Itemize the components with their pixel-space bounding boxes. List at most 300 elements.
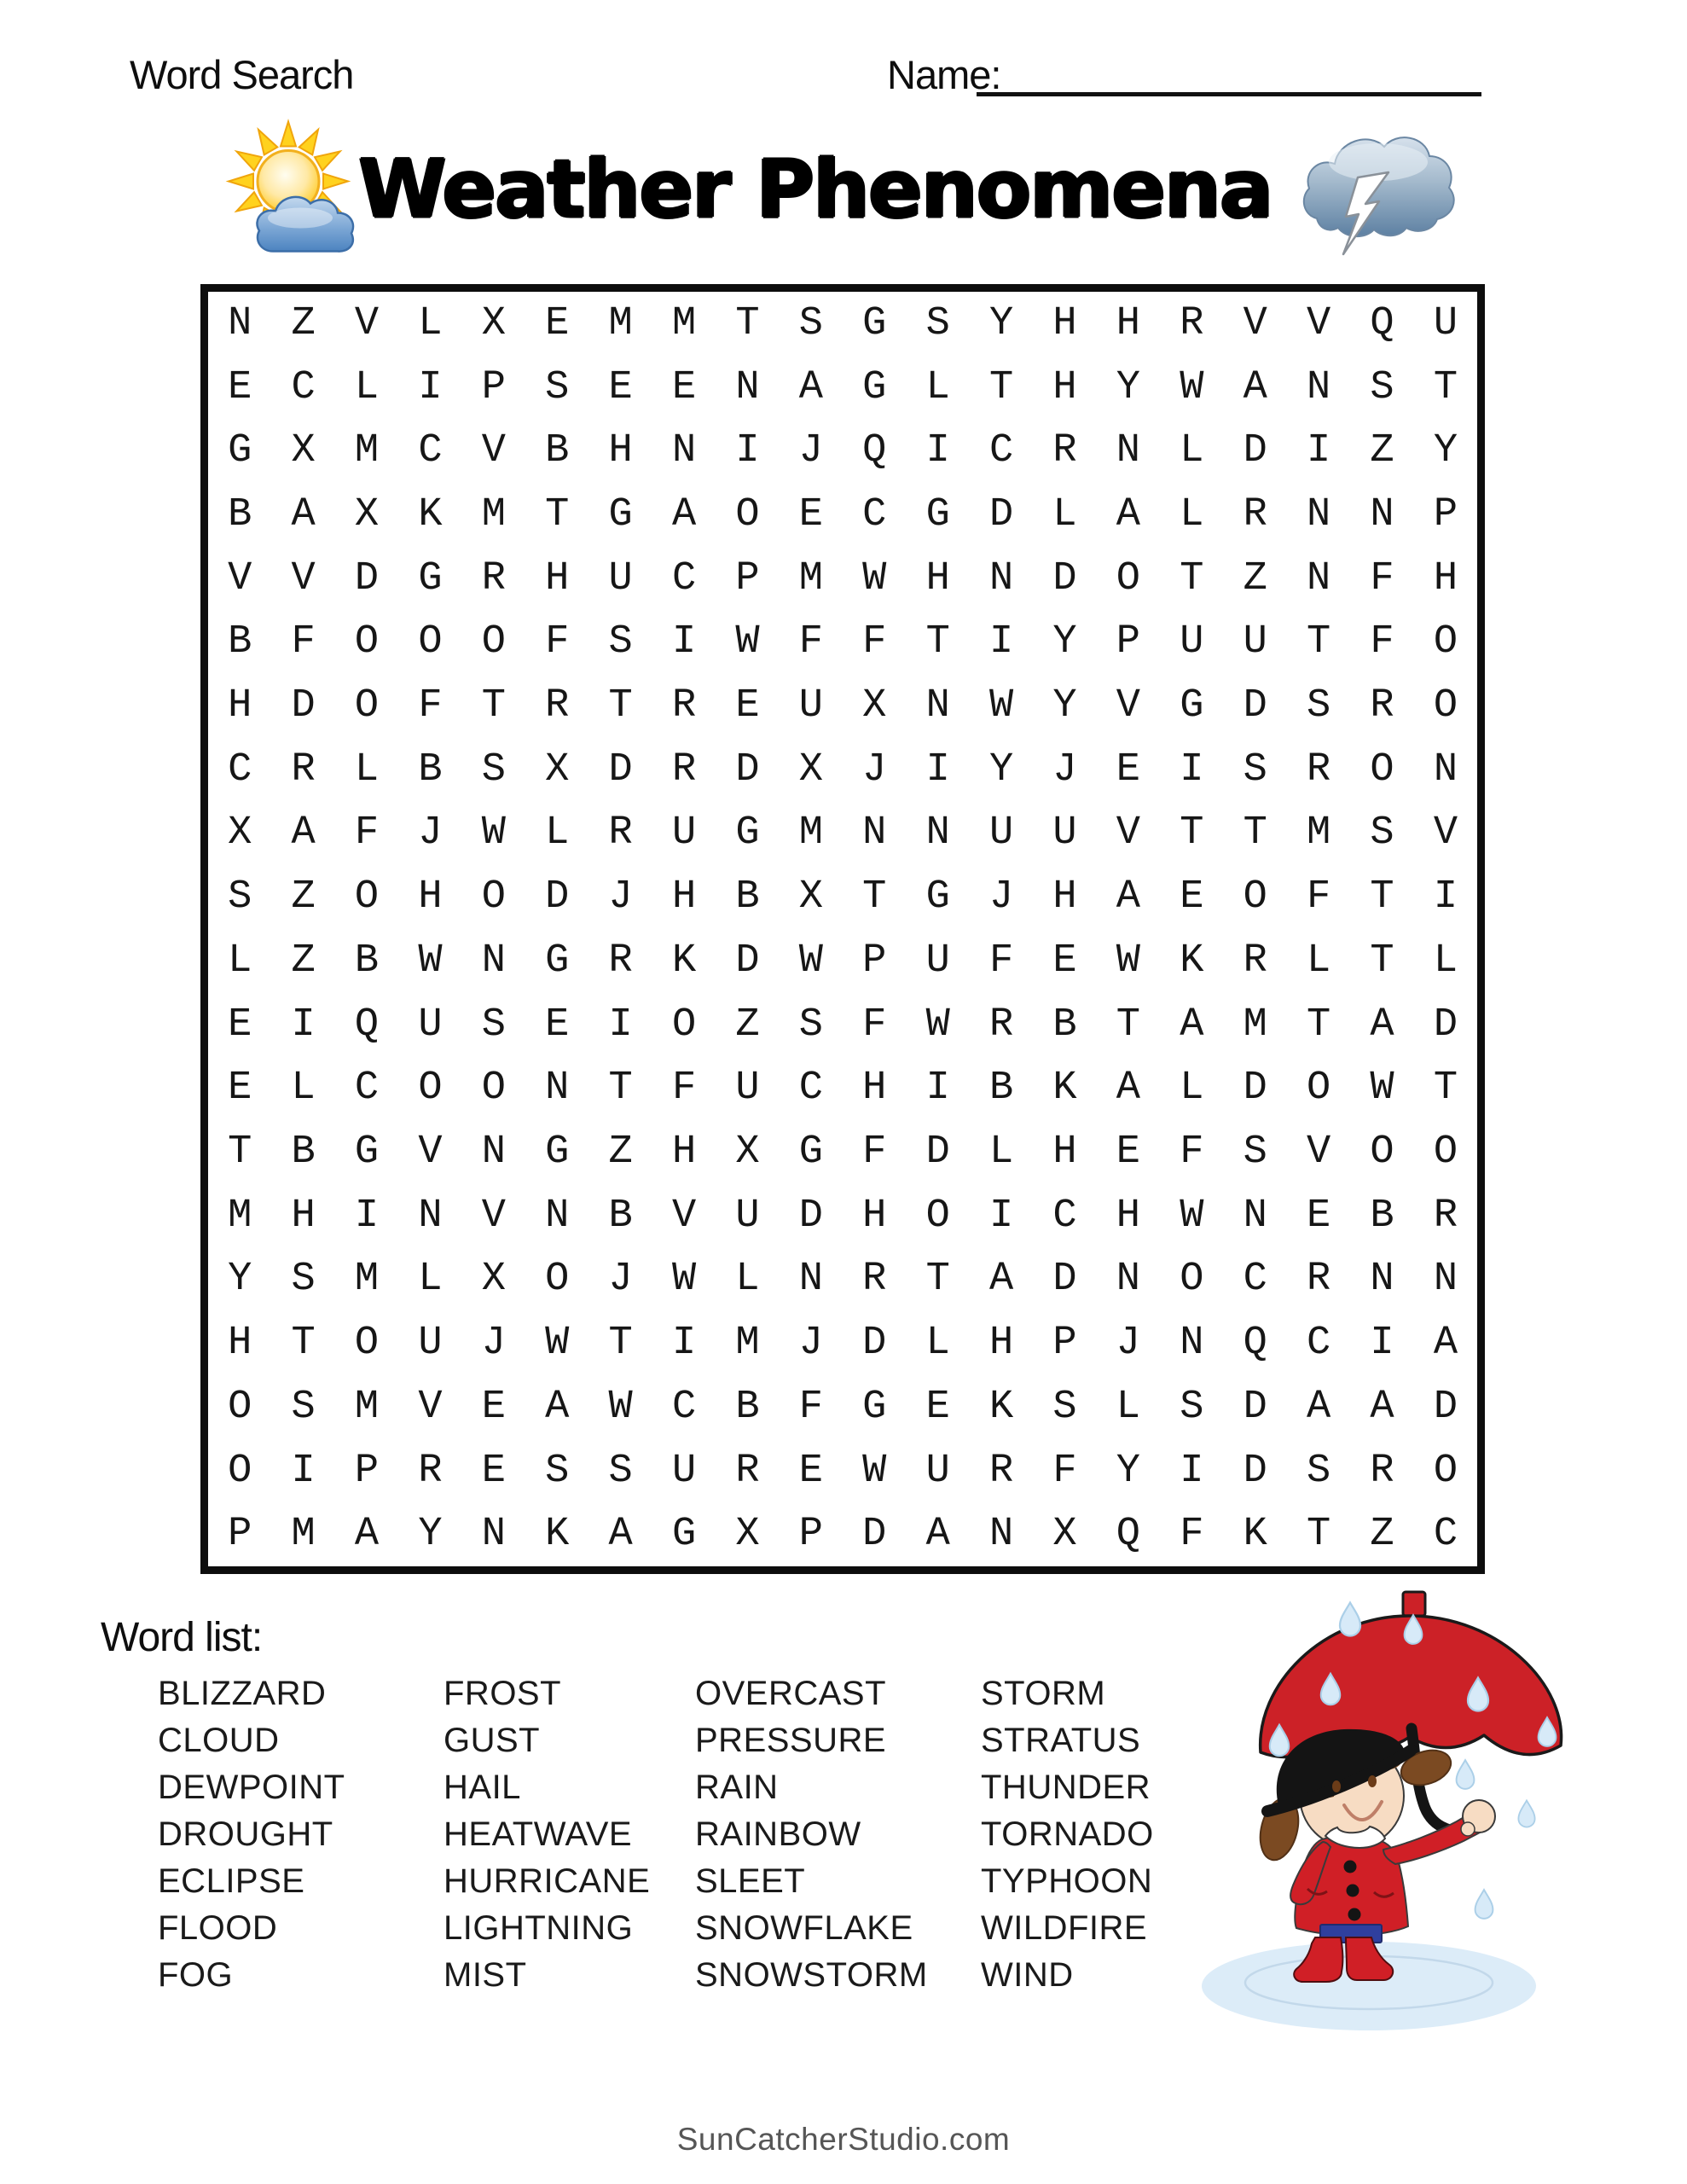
grid-cell: Y xyxy=(418,1512,443,1558)
grid-cell: R xyxy=(1307,1257,1331,1303)
grid-cell: D xyxy=(1243,1066,1267,1112)
grid-cell: X xyxy=(481,1257,506,1303)
word-list-column-2 xyxy=(443,1670,650,1999)
grid-cell: I xyxy=(988,1193,1014,1239)
grid-cell: E xyxy=(545,300,570,346)
grid-cell: D xyxy=(1243,1384,1267,1430)
grid-cell: N xyxy=(925,810,950,857)
grid-cell: H xyxy=(671,1129,697,1175)
grid-cell: J xyxy=(798,1321,823,1367)
grid-cell: H xyxy=(988,1321,1014,1367)
grid-cell: N xyxy=(988,555,1014,601)
grid-cell: E xyxy=(1180,874,1204,921)
grid-cell: F xyxy=(1180,1512,1204,1558)
grid-cell: L xyxy=(1052,491,1077,537)
word-list-item: BLIZZARD xyxy=(158,1675,327,1712)
grid-cell: C xyxy=(1307,1321,1331,1367)
grid-cell: J xyxy=(608,874,633,921)
grid-cell: I xyxy=(925,746,950,793)
grid-cell: S xyxy=(291,1257,316,1303)
grid-cell: L xyxy=(1307,938,1331,984)
grid-cell: J xyxy=(608,1257,633,1303)
grid-cell: L xyxy=(545,810,570,857)
grid-cell: T xyxy=(1307,1512,1331,1558)
grid-cell: V xyxy=(1116,683,1140,729)
grid-cell: L xyxy=(1180,491,1204,537)
grid-cell: M xyxy=(291,1512,316,1558)
grid-cell: T xyxy=(988,364,1014,410)
grid-cell: A xyxy=(1180,1002,1204,1048)
grid-cell: C xyxy=(671,1384,697,1430)
grid-cell: X xyxy=(228,810,252,857)
grid-cell: E xyxy=(798,1448,823,1494)
grid-cell: M xyxy=(798,555,823,601)
grid-cell: I xyxy=(988,619,1014,665)
grid-cell: M xyxy=(608,300,633,346)
grid-cell: T xyxy=(481,683,506,729)
grid-cell: X xyxy=(354,491,380,537)
grid-cell: M xyxy=(481,491,506,537)
grid-cell: G xyxy=(862,300,887,346)
grid-cell: A xyxy=(545,1384,570,1430)
grid-cell: K xyxy=(1180,938,1204,984)
grid-cell: D xyxy=(735,746,760,793)
grid-cell: M xyxy=(1307,810,1331,857)
grid-cell: U xyxy=(798,683,823,729)
grid-cell: W xyxy=(1370,1066,1394,1112)
grid-cell: E xyxy=(1116,746,1140,793)
grid-cell: C xyxy=(1243,1257,1267,1303)
grid-cell: F xyxy=(862,1002,887,1048)
name-label: Name: xyxy=(887,52,1001,97)
grid-cell: K xyxy=(988,1384,1014,1430)
grid-cell: U xyxy=(925,938,950,984)
grid-cell: G xyxy=(608,491,633,537)
grid-cell: N xyxy=(1307,555,1331,601)
grid-cell: H xyxy=(671,874,697,921)
grid-cell: X xyxy=(798,746,823,793)
grid-cell: W xyxy=(1116,938,1140,984)
grid-row xyxy=(208,1502,1477,1566)
grid-cell: H xyxy=(228,683,252,729)
grid-cell: N xyxy=(1307,491,1331,537)
grid-cell: O xyxy=(418,619,443,665)
grid-cell: Y xyxy=(988,746,1014,793)
word-list-item: STRATUS xyxy=(981,1722,1141,1759)
grid-cell: I xyxy=(671,1321,697,1367)
word-list-item: TYPHOON xyxy=(981,1862,1153,1900)
grid-cell: A xyxy=(1116,491,1140,537)
word-list-item: GUST xyxy=(443,1722,541,1759)
grid-cell: T xyxy=(1433,364,1458,410)
grid-cell: B xyxy=(735,1384,760,1430)
grid-cell: F xyxy=(862,1129,887,1175)
grid-cell: K xyxy=(671,938,697,984)
grid-cell: D xyxy=(1243,428,1267,474)
grid-cell: R xyxy=(608,938,633,984)
grid-cell: G xyxy=(228,428,252,474)
grid-cell: W xyxy=(925,1002,950,1048)
grid-cell: H xyxy=(1052,364,1077,410)
grid-cell: N xyxy=(1433,1257,1458,1303)
word-list-item: MIST xyxy=(443,1956,527,1994)
grid-row xyxy=(208,1248,1477,1312)
grid-cell: N xyxy=(1370,491,1394,537)
grid-cell: N xyxy=(481,1129,506,1175)
grid-cell: N xyxy=(671,428,697,474)
grid-cell: L xyxy=(1180,1066,1204,1112)
grid-cell: B xyxy=(418,746,443,793)
grid-cell: N xyxy=(481,1512,506,1558)
grid-row xyxy=(208,419,1477,483)
grid-cell: U xyxy=(418,1321,443,1367)
grid-cell: I xyxy=(418,364,443,410)
grid-cell: A xyxy=(1307,1384,1331,1430)
grid-cell: Y xyxy=(1433,428,1458,474)
grid-cell: K xyxy=(418,491,443,537)
word-list-item: FROST xyxy=(443,1675,562,1712)
grid-cell: A xyxy=(608,1512,633,1558)
grid-cell: Y xyxy=(1052,619,1077,665)
grid-cell: E xyxy=(735,683,760,729)
grid-cell: D xyxy=(608,746,633,793)
grid-cell: V xyxy=(418,1384,443,1430)
grid-cell: T xyxy=(608,683,633,729)
grid-cell: I xyxy=(1433,874,1458,921)
grid-cell: L xyxy=(291,1066,316,1112)
sun-cloud-icon xyxy=(212,118,365,261)
grid-cell: H xyxy=(1052,1129,1077,1175)
grid-cell: B xyxy=(228,619,252,665)
word-list-item: CLOUD xyxy=(158,1722,280,1759)
grid-cell: H xyxy=(228,1321,252,1367)
grid-cell: I xyxy=(1180,746,1204,793)
grid-cell: H xyxy=(291,1193,316,1239)
grid-cell: R xyxy=(291,746,316,793)
grid-cell: H xyxy=(1433,555,1458,601)
grid-cell: J xyxy=(862,746,887,793)
grid-cell: X xyxy=(1052,1512,1077,1558)
grid-cell: X xyxy=(481,300,506,346)
grid-cell: U xyxy=(671,810,697,857)
grid-cell: R xyxy=(545,683,570,729)
word-list-item: STORM xyxy=(981,1675,1106,1712)
grid-cell: O xyxy=(671,1002,697,1048)
grid-cell: N xyxy=(925,683,950,729)
grid-cell: A xyxy=(1370,1384,1394,1430)
grid-cell: D xyxy=(291,683,316,729)
grid-cell: U xyxy=(988,810,1014,857)
grid-cell: Q xyxy=(354,1002,380,1048)
grid-cell: H xyxy=(925,555,950,601)
grid-cell: R xyxy=(481,555,506,601)
grid-cell: Z xyxy=(291,874,316,921)
grid-cell: A xyxy=(798,364,823,410)
grid-cell: U xyxy=(1243,619,1267,665)
grid-cell: P xyxy=(1052,1321,1077,1367)
grid-cell: W xyxy=(735,619,760,665)
grid-cell: V xyxy=(418,1129,443,1175)
grid-cell: T xyxy=(1433,1066,1458,1112)
grid-cell: Z xyxy=(291,300,316,346)
grid-cell: F xyxy=(798,619,823,665)
grid-cell: A xyxy=(354,1512,380,1558)
grid-cell: M xyxy=(354,428,380,474)
grid-cell: D xyxy=(1052,555,1077,601)
grid-cell: A xyxy=(925,1512,950,1558)
grid-cell: C xyxy=(988,428,1014,474)
grid-cell: S xyxy=(798,300,823,346)
grid-cell: B xyxy=(228,491,252,537)
grid-cell: R xyxy=(862,1257,887,1303)
doc-type-label: Word Search xyxy=(130,52,354,97)
grid-cell: F xyxy=(1370,619,1394,665)
grid-cell: B xyxy=(1052,1002,1077,1048)
grid-cell: R xyxy=(988,1448,1014,1494)
word-list-item: FLOOD xyxy=(158,1909,278,1947)
grid-cell: O xyxy=(1180,1257,1204,1303)
grid-cell: K xyxy=(1052,1066,1077,1112)
grid-cell: W xyxy=(671,1257,697,1303)
grid-cell: S xyxy=(608,619,633,665)
grid-cell: Z xyxy=(1370,428,1394,474)
grid-cell: T xyxy=(735,300,760,346)
grid-row xyxy=(208,929,1477,993)
grid-cell: I xyxy=(608,1002,633,1048)
grid-cell: G xyxy=(735,810,760,857)
word-list-column-4 xyxy=(981,1670,1154,1999)
grid-cell: N xyxy=(1180,1321,1204,1367)
puzzle-title: Weather Phenomena xyxy=(358,143,1272,236)
grid-cell: T xyxy=(1307,1002,1331,1048)
footer-site: SunCatcherStudio.com xyxy=(676,2122,1011,2157)
grid-cell: F xyxy=(1052,1448,1077,1494)
word-list-item: PRESSURE xyxy=(695,1722,887,1759)
grid-cell: T xyxy=(1370,874,1394,921)
grid-cell: J xyxy=(798,428,823,474)
grid-cell: A xyxy=(988,1257,1014,1303)
grid-cell: R xyxy=(1052,428,1077,474)
grid-cell: R xyxy=(735,1448,760,1494)
grid-row xyxy=(208,611,1477,675)
grid-cell: L xyxy=(925,1321,950,1367)
grid-cell: S xyxy=(545,364,570,410)
grid-cell: Y xyxy=(228,1257,252,1303)
grid-cell: E xyxy=(1307,1193,1331,1239)
grid-cell: D xyxy=(925,1129,950,1175)
grid-cell: S xyxy=(925,300,950,346)
grid-cell: O xyxy=(354,683,380,729)
grid-cell: G xyxy=(925,874,950,921)
grid-row xyxy=(208,547,1477,611)
grid-cell: N xyxy=(798,1257,823,1303)
grid-cell: Q xyxy=(1370,300,1394,346)
grid-cell: Z xyxy=(1243,555,1267,601)
grid-cell: C xyxy=(354,1066,380,1112)
grid-cell: C xyxy=(798,1066,823,1112)
grid-cell: R xyxy=(1180,300,1204,346)
grid-cell: R xyxy=(1243,938,1267,984)
grid-cell: O xyxy=(228,1384,252,1430)
grid-cell: R xyxy=(1370,1448,1394,1494)
grid-cell: Z xyxy=(735,1002,760,1048)
grid-cell: T xyxy=(291,1321,316,1367)
grid-cell: B xyxy=(608,1193,633,1239)
grid-cell: B xyxy=(291,1129,316,1175)
word-list-item: SLEET xyxy=(695,1862,806,1900)
grid-cell: G xyxy=(545,938,570,984)
word-grid xyxy=(200,284,1485,1574)
grid-cell: R xyxy=(418,1448,443,1494)
grid-cell: O xyxy=(1433,1129,1458,1175)
grid-cell: S xyxy=(228,874,252,921)
grid-cell: L xyxy=(925,364,950,410)
grid-cell: G xyxy=(671,1512,697,1558)
grid-cell: A xyxy=(1116,874,1140,921)
word-list-item: WILDFIRE xyxy=(981,1909,1148,1947)
grid-cell: O xyxy=(1370,746,1394,793)
grid-cell: L xyxy=(228,938,252,984)
grid-cell: P xyxy=(228,1512,252,1558)
grid-cell: M xyxy=(354,1257,380,1303)
grid-cell: O xyxy=(481,1066,506,1112)
grid-cell: X xyxy=(862,683,887,729)
grid-cell: L xyxy=(418,300,443,346)
grid-cell: A xyxy=(291,491,316,537)
grid-cell: V xyxy=(228,555,252,601)
grid-cell: D xyxy=(862,1512,887,1558)
word-list-label: Word list: xyxy=(101,1615,263,1660)
grid-row xyxy=(208,1056,1477,1120)
grid-cell: W xyxy=(1180,1193,1204,1239)
word-list-column-1 xyxy=(158,1670,345,1999)
grid-cell: N xyxy=(1116,428,1140,474)
grid-cell: N xyxy=(418,1193,443,1239)
grid-cell: O xyxy=(1433,1448,1458,1494)
grid-cell: I xyxy=(925,428,950,474)
grid-cell: J xyxy=(481,1321,506,1367)
grid-cell: O xyxy=(545,1257,570,1303)
grid-row xyxy=(208,993,1477,1057)
grid-cell: D xyxy=(1243,1448,1267,1494)
grid-cell: S xyxy=(1370,364,1394,410)
grid-cell: W xyxy=(862,555,887,601)
grid-cell: J xyxy=(1116,1321,1140,1367)
grid-cell: U xyxy=(608,555,633,601)
grid-cell: E xyxy=(228,1002,252,1048)
grid-cell: N xyxy=(1370,1257,1394,1303)
grid-cell: U xyxy=(671,1448,697,1494)
grid-cell: B xyxy=(354,938,380,984)
grid-cell: E xyxy=(1052,938,1077,984)
grid-cell: R xyxy=(671,746,697,793)
grid-cell: P xyxy=(862,938,887,984)
grid-cell: N xyxy=(988,1512,1014,1558)
grid-cell: U xyxy=(735,1066,760,1112)
grid-cell: F xyxy=(354,810,380,857)
grid-cell: I xyxy=(291,1002,316,1048)
grid-cell: N xyxy=(481,938,506,984)
grid-cell: G xyxy=(545,1129,570,1175)
grid-cell: E xyxy=(1116,1129,1140,1175)
grid-cell: G xyxy=(354,1129,380,1175)
grid-cell: C xyxy=(671,555,697,601)
grid-cell: U xyxy=(735,1193,760,1239)
word-list-item: OVERCAST xyxy=(695,1675,887,1712)
grid-cell: T xyxy=(608,1321,633,1367)
grid-cell: O xyxy=(481,619,506,665)
grid-cell: P xyxy=(1116,619,1140,665)
grid-cell: N xyxy=(545,1066,570,1112)
grid-cell: E xyxy=(671,364,697,410)
grid-cell: A xyxy=(1243,364,1267,410)
grid-cell: D xyxy=(798,1193,823,1239)
grid-cell: D xyxy=(1243,683,1267,729)
word-list-column-3 xyxy=(695,1670,928,1999)
grid-row xyxy=(208,483,1477,547)
grid-cell: V xyxy=(1243,300,1267,346)
grid-cell: Z xyxy=(1370,1512,1394,1558)
grid-cell: U xyxy=(1433,300,1458,346)
grid-cell: M xyxy=(798,810,823,857)
grid-cell: L xyxy=(1180,428,1204,474)
grid-cell: S xyxy=(1180,1384,1204,1430)
grid-cell: W xyxy=(1180,364,1204,410)
grid-cell: H xyxy=(1052,874,1077,921)
grid-cell: P xyxy=(481,364,506,410)
grid-cell: B xyxy=(545,428,570,474)
grid-cell: S xyxy=(481,1002,506,1048)
word-list-item: HAIL xyxy=(443,1769,521,1806)
grid-cell: F xyxy=(988,938,1014,984)
grid-cell: S xyxy=(1370,810,1394,857)
grid-cell: E xyxy=(608,364,633,410)
grid-cell: T xyxy=(1180,555,1204,601)
grid-cell: N xyxy=(545,1193,570,1239)
grid-cell: Q xyxy=(862,428,887,474)
grid-cell: H xyxy=(1116,300,1140,346)
grid-cell: M xyxy=(228,1193,252,1239)
grid-cell: O xyxy=(354,619,380,665)
grid-cell: I xyxy=(925,1066,950,1112)
grid-cell: O xyxy=(418,1066,443,1112)
grid-cell: T xyxy=(1243,810,1267,857)
grid-row xyxy=(208,292,1477,356)
grid-cell: M xyxy=(1243,1002,1267,1048)
grid-cell: O xyxy=(481,874,506,921)
grid-cell: H xyxy=(545,555,570,601)
grid-cell: C xyxy=(228,746,252,793)
word-list-item: WIND xyxy=(981,1956,1074,1994)
grid-cell: W xyxy=(418,938,443,984)
grid-cell: N xyxy=(862,810,887,857)
word-list-item: FOG xyxy=(158,1956,234,1994)
word-list-item: SNOWSTORM xyxy=(695,1956,928,1994)
grid-cell: D xyxy=(1433,1002,1458,1048)
word-list-item: TORNADO xyxy=(981,1815,1154,1853)
word-list-item: SNOWFLAKE xyxy=(695,1909,913,1947)
grid-cell: I xyxy=(671,619,697,665)
grid-row xyxy=(208,674,1477,738)
grid-cell: V xyxy=(671,1193,697,1239)
grid-cell: E xyxy=(481,1384,506,1430)
grid-row xyxy=(208,865,1477,929)
grid-cell: W xyxy=(481,810,506,857)
grid-cell: C xyxy=(291,364,316,410)
grid-cell: J xyxy=(988,874,1014,921)
grid-cell: Y xyxy=(1116,1448,1140,1494)
grid-cell: I xyxy=(354,1193,380,1239)
